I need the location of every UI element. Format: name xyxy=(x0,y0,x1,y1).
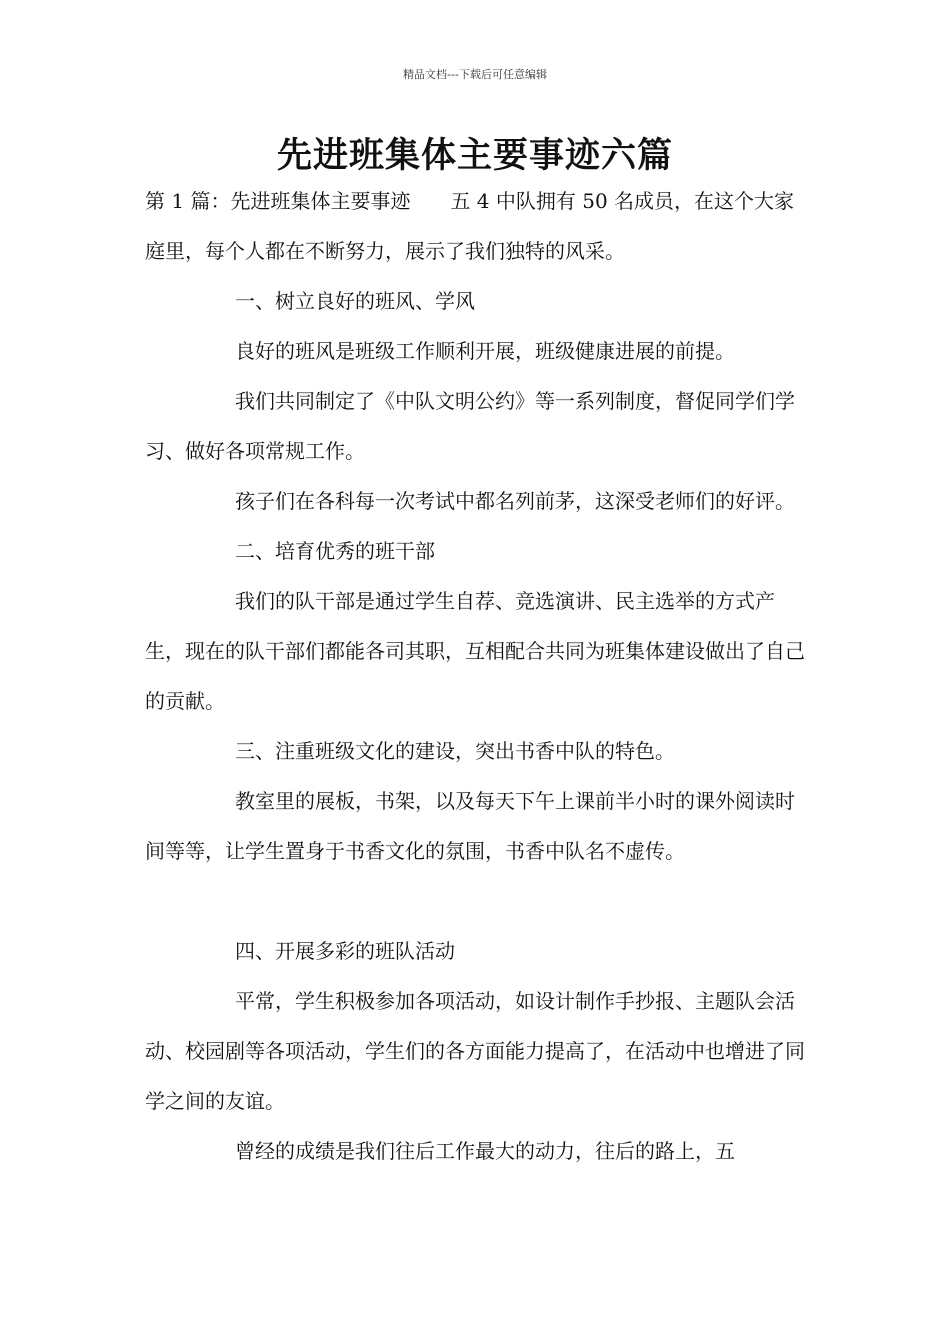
page-header-note: 精品文档---下载后可任意编辑 xyxy=(403,68,547,81)
paragraph: 良好的班风是班级工作顺利开展，班级健康进展的前提。 xyxy=(235,339,735,363)
paragraph: 我们共同制定了《中队文明公约》等一系列制度，督促同学们学习、做好各项常规工作。 xyxy=(145,389,795,463)
paragraph: 曾经的成绩是我们往后工作最大的动力，往后的路上，五 xyxy=(235,1139,735,1163)
blank-line xyxy=(145,876,813,926)
section-heading-2: 二、培育优秀的班干部 xyxy=(235,539,435,563)
section-heading-4: 四、开展多彩的班队活动 xyxy=(235,939,455,963)
paragraph: 平常，学生积极参加各项活动，如设计制作手抄报、主题队会活动、校园剧等各项活动，学生们的各方面能力提高了，在活动中也增进了同学之间的友谊。 xyxy=(145,989,805,1113)
section-heading-1: 一、树立良好的班风、学风 xyxy=(235,289,475,313)
paragraph: 我们的队干部是通过学生自荐、竞选演讲、民主选举的方式产生，现在的队干部们都能各司其职，互相配合共同为班集体建设做出了自己的贡献。 xyxy=(145,589,805,713)
section-heading-3: 三、注重班级文化的建设，突出书香中队的特色。 xyxy=(235,739,675,763)
document-body xyxy=(145,176,813,1176)
paragraph: 教室里的展板，书架，以及每天下午上课前半小时的课外阅读时间等等，让学生置身于书香文化的氛围，书香中队名不虚传。 xyxy=(145,789,795,863)
document-title: 先进班集体主要事迹六篇 xyxy=(276,136,673,176)
paragraph-intro: 第 1 篇：先进班集体主要事迹 五 4 中队拥有 50 名成员，在这个大家庭里，每个人都在不断努力，展示了我们独特的风采。 xyxy=(145,189,795,263)
paragraph: 孩子们在各科每一次考试中都名列前茅，这深受老师们的好评。 xyxy=(235,489,795,513)
